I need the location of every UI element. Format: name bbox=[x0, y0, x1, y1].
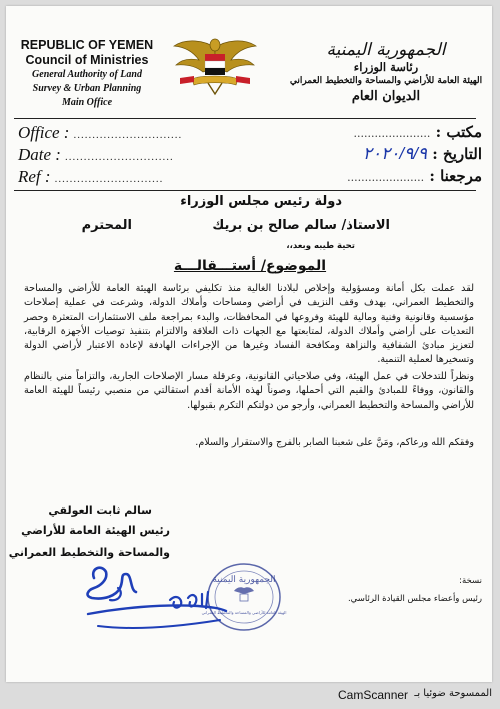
subject-line: الموضوع/ أستـــقالـــة bbox=[173, 258, 327, 274]
cc-text: رئيس وأعضاء مجلس القيادة الرئاسي. bbox=[347, 594, 482, 604]
office-field-en bbox=[18, 123, 182, 143]
ref-label-ar: مرجعنا : bbox=[429, 167, 482, 185]
main-office-en: Main Office bbox=[61, 97, 113, 108]
authority-name-en-2: Survey & Urban Planning bbox=[32, 83, 142, 94]
ref-dots-en: ............................. bbox=[54, 173, 164, 185]
stamp-line-1: الجمهورية اليمنية bbox=[212, 575, 276, 585]
authority-name-en: General Authority of Land bbox=[32, 69, 142, 80]
date-label-ar: التاريخ : bbox=[432, 145, 482, 163]
date-field-en bbox=[18, 145, 174, 165]
office-dots-en: ............................. bbox=[73, 129, 183, 141]
signer-name: سالم ثابت العولقي bbox=[48, 504, 152, 517]
header-divider bbox=[14, 118, 476, 119]
council-name-en: Council of Ministries bbox=[25, 53, 149, 67]
closing-line: وفقكم الله ورعاكم، ومَنَّ على شعبنا الصابر بالفرج والاستقرار والسلام. bbox=[195, 437, 474, 448]
letterhead-english bbox=[12, 38, 162, 110]
council-name-ar: رئاسة الوزراء bbox=[353, 60, 419, 74]
office-label-ar: مكتب : bbox=[435, 123, 482, 141]
recipient-line: دولة رئيس مجلس الوزراء bbox=[180, 194, 342, 209]
scanner-text-ar: الممسوحة ضوئيا بـ bbox=[414, 688, 492, 699]
handwritten-signature bbox=[80, 556, 230, 640]
ref-field-en bbox=[18, 167, 164, 187]
stamp-line-2: الهيئة العامة للأراضي والمساحة والتخطيط العمراني bbox=[201, 610, 287, 615]
office-label-en: Office : bbox=[18, 123, 70, 142]
honorific: المحترم bbox=[81, 218, 132, 233]
date-dots-en: ............................. bbox=[65, 151, 174, 163]
ref-field-ar bbox=[347, 167, 482, 185]
scanner-footer bbox=[0, 683, 500, 709]
handwritten-date: ٢٠٢٠/٩/٩ bbox=[362, 144, 428, 163]
ref-dots-ar: ...................... bbox=[347, 171, 425, 184]
ref-label-en: Ref : bbox=[18, 167, 51, 186]
paragraph-2: ونظراً للتدخلات في عمل الهيئة، وفي صلاحياتي القانونية، وعرقلة مسار الإصلاحات الجارية، والتزاماً مني بالنظام والقانون، ووفاءً للمبادئ والقيم التي أحملها، وصوناً لهذه الأمانة أقدم استقالتي من منصبي رئيساً للهيئة العامة للأراضي والمساحة والتخطيط العمراني، وأرجو من دولتكم التكرم بقبولها. bbox=[24, 371, 474, 411]
addressee-line: الاستاذ/ سالم صالح بن بريك bbox=[212, 218, 390, 233]
date-field-ar bbox=[363, 144, 482, 164]
main-office-ar: الديوان العام bbox=[351, 89, 421, 104]
signer-title-1: رئيس الهيئة العامة للأراضي bbox=[21, 524, 170, 537]
authority-name-ar: الهيئة العامة للأراضي والمساحة والتخطيط العمراني bbox=[289, 76, 483, 86]
scanner-brand: CamScanner bbox=[338, 688, 409, 702]
letterhead-arabic bbox=[286, 40, 486, 105]
country-name-en: REPUBLIC OF YEMEN bbox=[20, 38, 154, 52]
yemen-eagle-emblem-icon bbox=[172, 34, 258, 98]
greeting: تحية طيبه وبعد،، bbox=[286, 241, 355, 251]
office-field-ar bbox=[353, 123, 482, 141]
country-name-ar: الجمهورية اليمنية bbox=[326, 40, 446, 60]
office-dots-ar: ...................... bbox=[353, 127, 431, 140]
signer-title-2: والمساحة والتخطيط العمراني bbox=[8, 546, 170, 559]
cc-label: نسخة: bbox=[459, 576, 482, 586]
date-label-en: Date : bbox=[18, 145, 61, 164]
fields-divider bbox=[14, 190, 476, 191]
paragraph-1: لقد عملت بكل أمانة ومسؤولية وإخلاص لبلادنا الغالية منذ تكليفي برئاسة الهيئة العامة للأراضي والمساحة والتخطيط العمراني، بهدف وقف النزيف في أراضي ومساحات وأملاك الدولة، وشرعت في عملية إصلاحات مؤسسية وقانونية وفنية ومالية للهيئة وفروعها في المحافظات، والبدء بمراجعة ملف الاستثمارات المتعثرة وحصر التعديات على أراضي وأملاك الدولة، لمتابعتها مع الجهات ذات العلاقة والالتزام بتنفيذ توصيات الأجهزة الرقابية، لتعزيز مبادئ الشفافية والنزاهة ومكافحة الفساد وغيرها من الإجراءات الهادفة لإعادة الاعتبار لأراضي الدولة وتسخيرها لعملية التنمية. bbox=[24, 283, 474, 366]
